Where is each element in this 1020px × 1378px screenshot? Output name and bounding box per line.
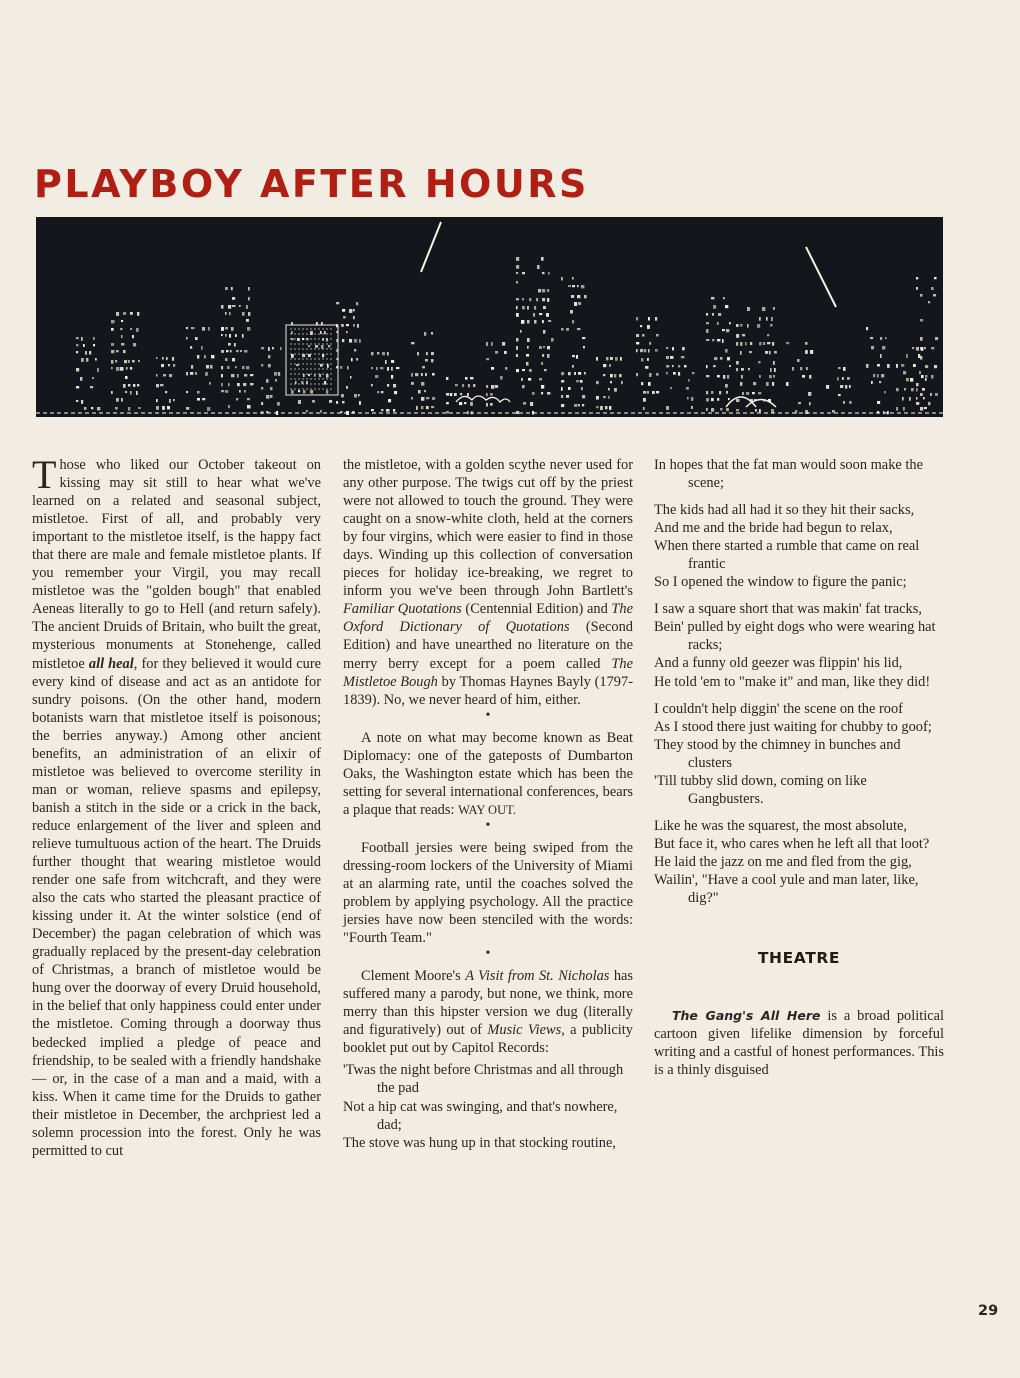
poem-line: As I stood there just waiting for chubby to goof; [654,718,932,735]
poem-line: But face it, who cares when he left all that loot? [654,835,930,852]
beat-diplomacy-paragraph [343,729,633,819]
page-number: 29 [978,1303,999,1319]
poem-stanza [654,817,944,907]
section-divider-dot: • [485,817,491,833]
poem-stanza [654,501,944,591]
text-run: is a broad political cartoon given lifelike dimension by forceful writing and a castful of honest performances. This is a thinly disguised [654,1008,944,1079]
mistletoe-paragraph [32,452,322,1160]
poem-stanza [654,600,944,690]
section-title: PLAYBOY AFTER HOURS [34,162,589,206]
booklet-title: Music Views [487,1022,562,1039]
poem-line: And a funny old geezer was flippin' his lid, [654,655,903,672]
poem-line: He told 'em to "make it" and man, like they did! [654,673,931,690]
article-column-3 [654,456,944,1079]
mistletoe-paragraph-cont [343,456,633,709]
drop-cap: T [32,452,57,497]
section-divider-dot: • [485,946,491,962]
text-run: , a publicity booklet put out by Capitol Records: [343,1022,633,1057]
poem-line: So I opened the window to figure the panic; [654,574,907,591]
poem-line: In hopes that the fat man would soon make the scene; [654,457,923,492]
text-run: (Centennial Edition) and [461,601,612,618]
poem-line: I couldn't help diggin' the scene on the roof [654,700,903,717]
text-run: , for they believed it would cure every kind of disease and act as an antidote for sundry poisons. (On the other hand, modern botanists warn that mistletoe itself is poisonous; the berries anyway.) Among other ancient benefits, an administration of an elixir of mistletoe was believed to overcome sterility in man or woman, relieve spasms and epilepsy, banish a stitch in the side or a crick in the back, reduce enlargement of the liver and spleen and relieve tumultuous action of the heart. The Druids further thought that wearing mistletoe would render one safe from witchcraft, and they were also the cats who started the pleasant practice of kissing under it. At the winter solstice (end of December) the pagan celebration of which was gradually replaced by the present-day celebration of Christmas, a branch of mistletoe would be hung over the doorway of every Druid household, in the belief that only happiness could enter under the mistletoe. Coming through a doorway thus bedecked implied a pledge of peace and friendship, to be sealed with a friendly handshake — or, in the case of a man and a maid, with a kiss. When it came time for the Druids to gather their mistletoe in December, the archpriest led a solemn procession into the forest. Only he was permitted to cut [32,655,322,1159]
parody-intro-paragraph [343,967,633,1057]
poem-line: 'Twas the night before Christmas and all through the pad [343,1062,624,1097]
book-title: Familiar Quotations [343,601,462,618]
text-run: by Thomas Haynes Bayly (1797-1839). No, we never heard of him, either. [343,673,633,708]
poem-line: 'Till tubby slid down, coming on like Gangbusters. [654,772,867,807]
italic-term: all heal [88,655,134,672]
poem-line: Not a hip cat was swinging, and that's nowhere, dad; [343,1098,618,1133]
poem-line: The kids had all had it so they hit their sacks, [654,502,915,519]
poem-line: Bein' pulled by eight dogs who were wearing hat racks; [654,619,936,654]
section-divider-dot: • [485,707,491,723]
book-title: The Oxford Dictionary of Quotations [343,601,634,636]
poem-line: Wailin', "Have a cool yule and man later, like, dig?" [654,871,919,907]
poem-line: And me and the bride had begun to relax, [654,520,893,537]
text-run: has suffered many a parody, but none, we think, more merry than this hipster version we dug (literally and figuratively) out of [343,968,634,1039]
article-column-1 [32,452,322,1160]
poem-line: Like he was the squarest, the most absolute, [654,817,907,834]
text-run: hose who liked our October takeout on kissing may sit still to hear what we've learned on a related and seasonal subject, mistletoe. First of all, and probably very important to the mistletoe itself, is the happy fact that there are male and female mistletoe plants. If you remember your Virgil, you may recall mistletoe was the "golden bough" that enabled Aeneas literally to go to Hell (and return safely). The ancient Druids of Britain, who built the great, mysterious monuments at Stonehenge, called mistletoe [32,457,321,672]
football-paragraph: Football jersies were being swiped from the dressing-room lockers of the University of Miami at an alarming rate, until the coaches solved the problem by applying psychology. All the practice jersies have now been stenciled with the words: "Fourth Team." [343,839,633,947]
poem-line: When there started a rumble that came on real frantic [654,538,920,573]
text-run: (Second Edition) and have unearthed no literature on the merry berry except for a poem called [343,619,633,672]
poem-stanza [654,456,944,492]
text-run: the mistletoe, with a golden scythe never used for any other purpose. The twigs cut off by the priest were not allowed to touch the ground. They were caught on a snow-white cloth, held at the corners by four virgins, which were easier to find in those days. Winding up this collection of conversation pieces for holiday ice-breaking, we regret to inform you we've been through John Bartlett's [343,457,633,600]
theatre-heading: THEATRE [757,949,841,968]
poem-line: They stood by the chimney in bunches and clusters [654,736,901,771]
article-column-2 [343,456,633,1152]
poem-title: The Mistletoe Bough [343,655,633,690]
theatre-review-paragraph [654,1007,944,1079]
poem-title: A Visit from St. Nicholas [465,968,610,985]
text-run: Clement Moore's [361,968,466,985]
poem-line: He laid the jazz on me and fled from the gig, [654,853,912,870]
city-skyline-illustration [36,217,943,417]
poem-stanza [654,700,944,808]
poem-stanza [343,1061,633,1151]
poem-line: I saw a square short that was makin' fat tracks, [654,601,922,618]
poem-line: The stove was hung up in that stocking routine, [343,1134,616,1151]
show-title: The Gang's All Here [672,1008,821,1024]
skyline-drawing [36,217,943,417]
text-run: A note on what may become known as Beat Diplomacy: one of the gateposts of Dumbarton Oaks, the Washington estate which has been the setting for several international conferences, bears a plaque that reads: [343,729,633,818]
plaque-text: WAY OUT. [458,802,516,817]
